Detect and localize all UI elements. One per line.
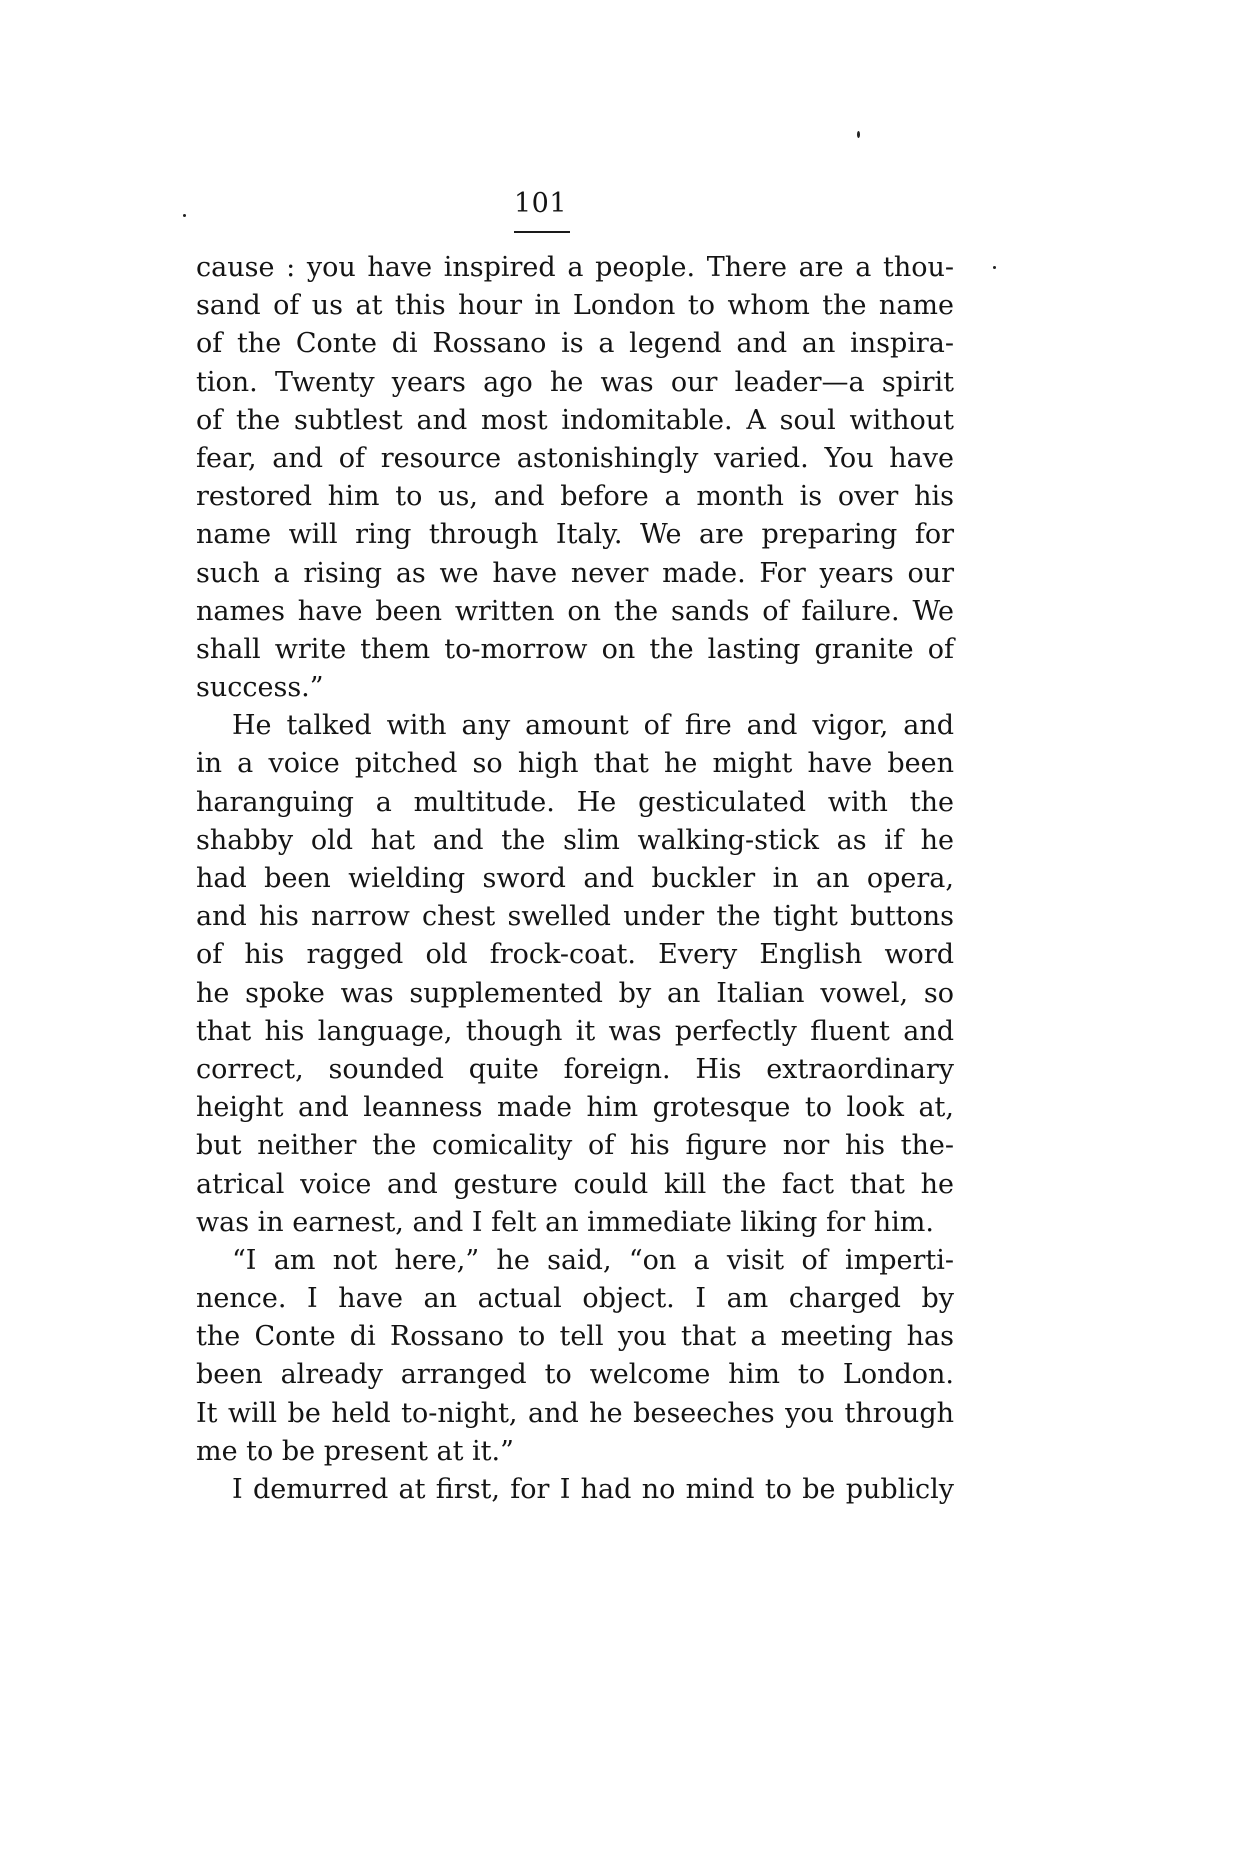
text-line: It will be held to-night, and he beseeches you through (196, 1397, 954, 1429)
body-text (196, 249, 954, 1509)
text-line: was in earnest, and I felt an immediate liking for him. (196, 1206, 934, 1238)
text-line: in a voice pitched so high that he might have been (196, 748, 954, 780)
print-speck (993, 266, 996, 269)
page-number: 101 (513, 188, 568, 219)
text-line: “I am not here,” he said, “on a visit of imperti- (232, 1244, 954, 1276)
text-line: restored him to us, and before a month is over his (196, 481, 954, 513)
text-line: tion. Twenty years ago he was our leader—a spirit (196, 366, 954, 398)
text-line: but neither the comicality of his figure nor his the- (196, 1130, 954, 1162)
text-line: of his ragged old frock-coat. Every English word (196, 939, 954, 971)
text-line: me to be present at it.” (196, 1435, 514, 1467)
text-line: such a rising as we have never made. For years our (196, 557, 954, 589)
text-line: fear, and of resource astonishingly varied. You have (196, 442, 954, 474)
text-line: of the Conte di Rossano is a legend and an inspira- (196, 328, 954, 360)
text-line: he spoke was supplemented by an Italian vowel, so (196, 977, 954, 1009)
text-line: correct, sounded quite foreign. His extraordinary (196, 1053, 954, 1085)
print-speck (857, 131, 860, 138)
text-line: been already arranged to welcome him to London. (196, 1359, 954, 1391)
page-number-rule (514, 231, 570, 233)
text-line: nence. I have an actual object. I am charged by (196, 1283, 954, 1315)
text-line: that his language, though it was perfectly fluent and (196, 1015, 954, 1047)
text-line: atrical voice and gesture could kill the fact that he (196, 1168, 954, 1200)
text-line: cause : you have inspired a people. There are a thou- (196, 252, 954, 283)
text-line: I demurred at first, for I had no mind to be publicly (232, 1474, 954, 1505)
text-line: shabby old hat and the slim walking-stick as if he (196, 824, 954, 856)
text-line: had been wielding sword and buckler in an opera, (196, 863, 954, 894)
text-line: He talked with any amount of fire and vigor, and (232, 710, 954, 742)
text-line: shall write them to-morrow on the lasting granite of (196, 633, 954, 665)
text-line: of the subtlest and most indomitable. A soul without (196, 404, 954, 436)
text-line: success.” (196, 672, 324, 704)
text-line: names have been written on the sands of failure. We (196, 595, 954, 627)
text-line: height and leanness made him grotesque to look at, (196, 1092, 954, 1124)
text-line: name will ring through Italy. We are preparing for (196, 519, 954, 551)
text-line: sand of us at this hour in London to whom the name (196, 290, 954, 322)
text-line: the Conte di Rossano to tell you that a meeting has (196, 1321, 954, 1353)
text-line: haranguing a multitude. He gesticulated with the (196, 786, 954, 818)
print-speck (183, 214, 186, 217)
text-line: and his narrow chest swelled under the tight buttons (196, 901, 954, 933)
